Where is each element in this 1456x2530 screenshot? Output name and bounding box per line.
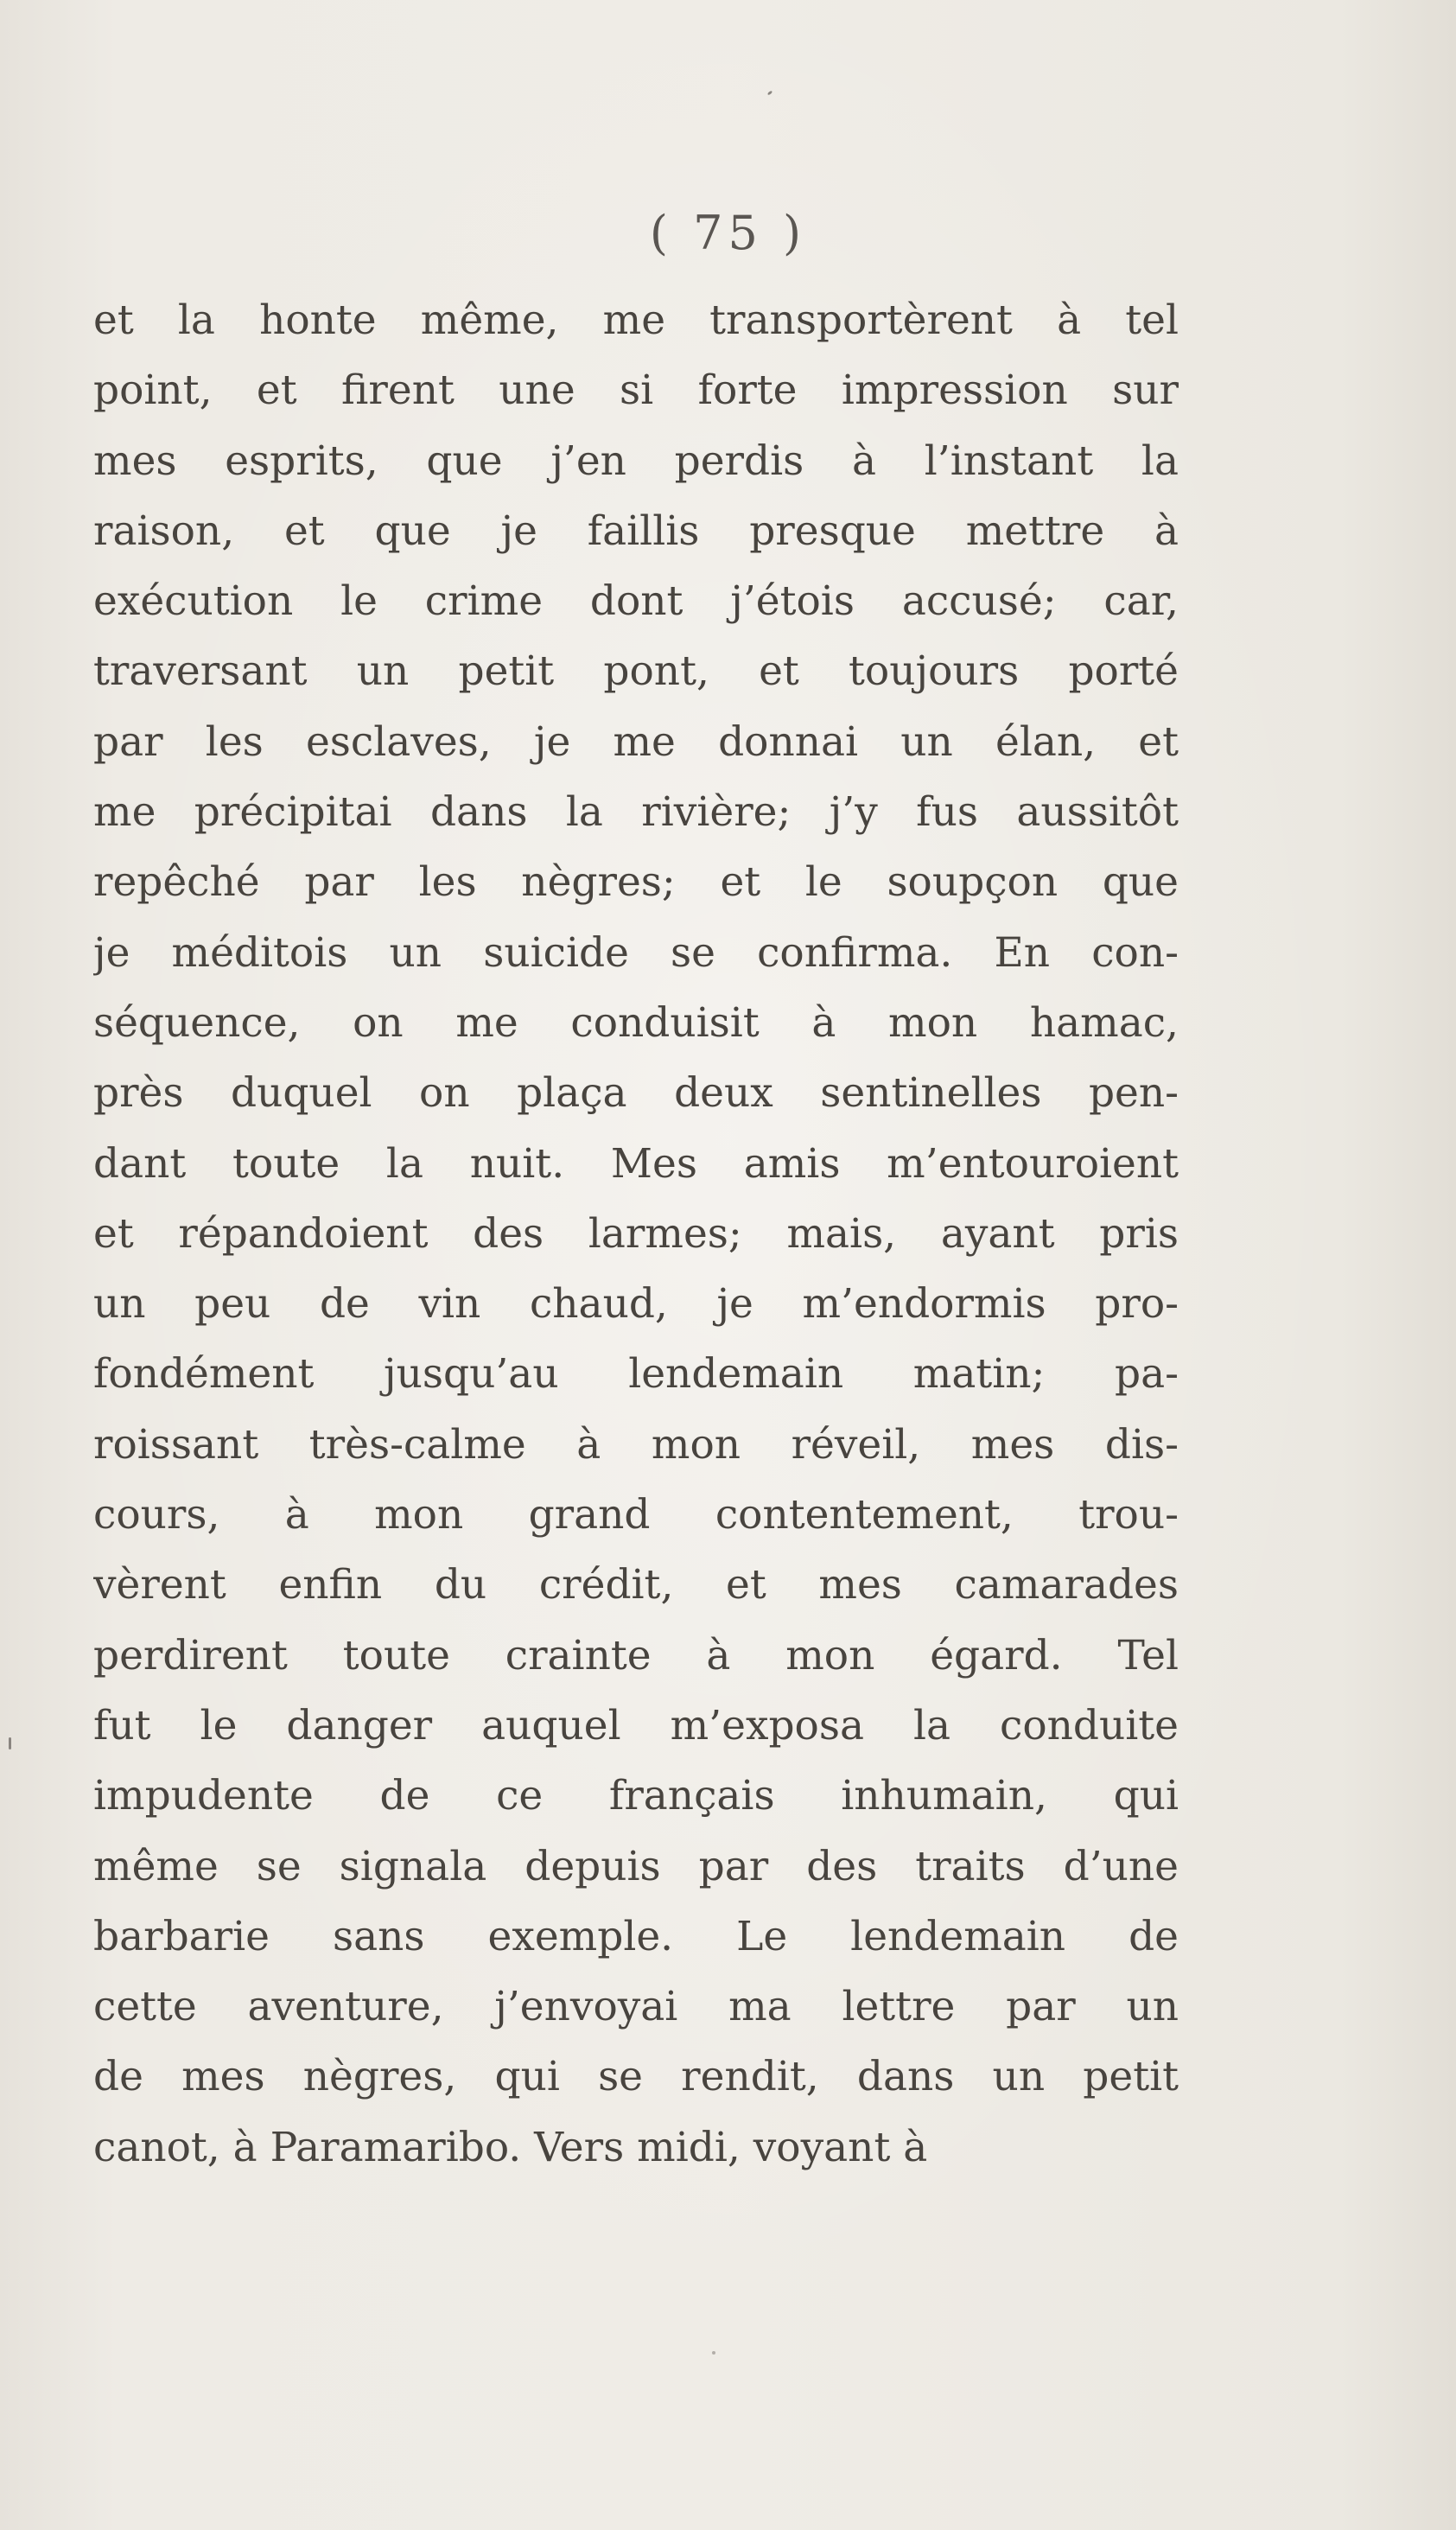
paper-speck: [767, 90, 773, 95]
text-line: et la honte même, me transportèrent à tel: [93, 296, 1179, 344]
text-line: un peu de vin chaud, je m’endormis pro-: [93, 1280, 1179, 1329]
text-line: dant toute la nuit. Mes amis m’entouroient: [93, 1139, 1179, 1188]
text-line: de mes nègres, qui se rendit, dans un petit: [93, 2053, 1179, 2101]
text-line: je méditois un suicide se confirma. En con-: [93, 928, 1179, 977]
text-line: impudente de ce français inhumain, qui: [93, 1772, 1179, 1820]
text-line: près duquel on plaça deux sentinelles pen-: [93, 1069, 1179, 1118]
text-line: barbarie sans exemple. Le lendemain de: [93, 1912, 1179, 1960]
paper-speck: [9, 1737, 11, 1749]
text-line: canot, à Paramaribo. Vers midi, voyant à: [93, 2123, 928, 2171]
text-line: repêché par les nègres; et le soupçon que: [93, 858, 1179, 907]
paper-speck: [712, 2351, 715, 2355]
text-line: séquence, on me conduisit à mon hamac,: [93, 998, 1179, 1047]
text-line: fondément jusqu’au lendemain matin; pa-: [93, 1350, 1179, 1399]
text-line: perdirent toute crainte à mon égard. Tel: [93, 1631, 1179, 1679]
text-line: vèrent enfin du crédit, et mes camarades: [93, 1561, 1179, 1609]
text-line: cette aventure, j’envoyai ma lettre par un: [93, 1983, 1179, 2031]
text-line: exécution le crime dont j’étois accusé; car,: [93, 577, 1179, 626]
text-line: par les esclaves, je me donnai un élan, et: [93, 717, 1179, 766]
text-line: fut le danger auquel m’exposa la conduite: [93, 1701, 1179, 1749]
page-number: ( 75 ): [649, 206, 807, 260]
text-line: même se signala depuis par des traits d’une: [93, 1842, 1179, 1890]
text-line: roissant très-calme à mon réveil, mes dis-: [93, 1420, 1179, 1469]
text-line: point, et firent une si forte impression sur: [93, 366, 1179, 415]
body-text: [93, 285, 1179, 2183]
text-line: traversant un petit pont, et toujours porté: [93, 647, 1179, 696]
text-line: mes esprits, que j’en perdis à l’instant la: [93, 437, 1179, 485]
text-line: cours, à mon grand contentement, trou-: [93, 1491, 1179, 1539]
text-line: me précipitai dans la rivière; j’y fus aussitôt: [93, 788, 1179, 837]
text-line: et répandoient des larmes; mais, ayant pris: [93, 1209, 1179, 1258]
text-line: raison, et que je faillis presque mettre à: [93, 507, 1179, 555]
